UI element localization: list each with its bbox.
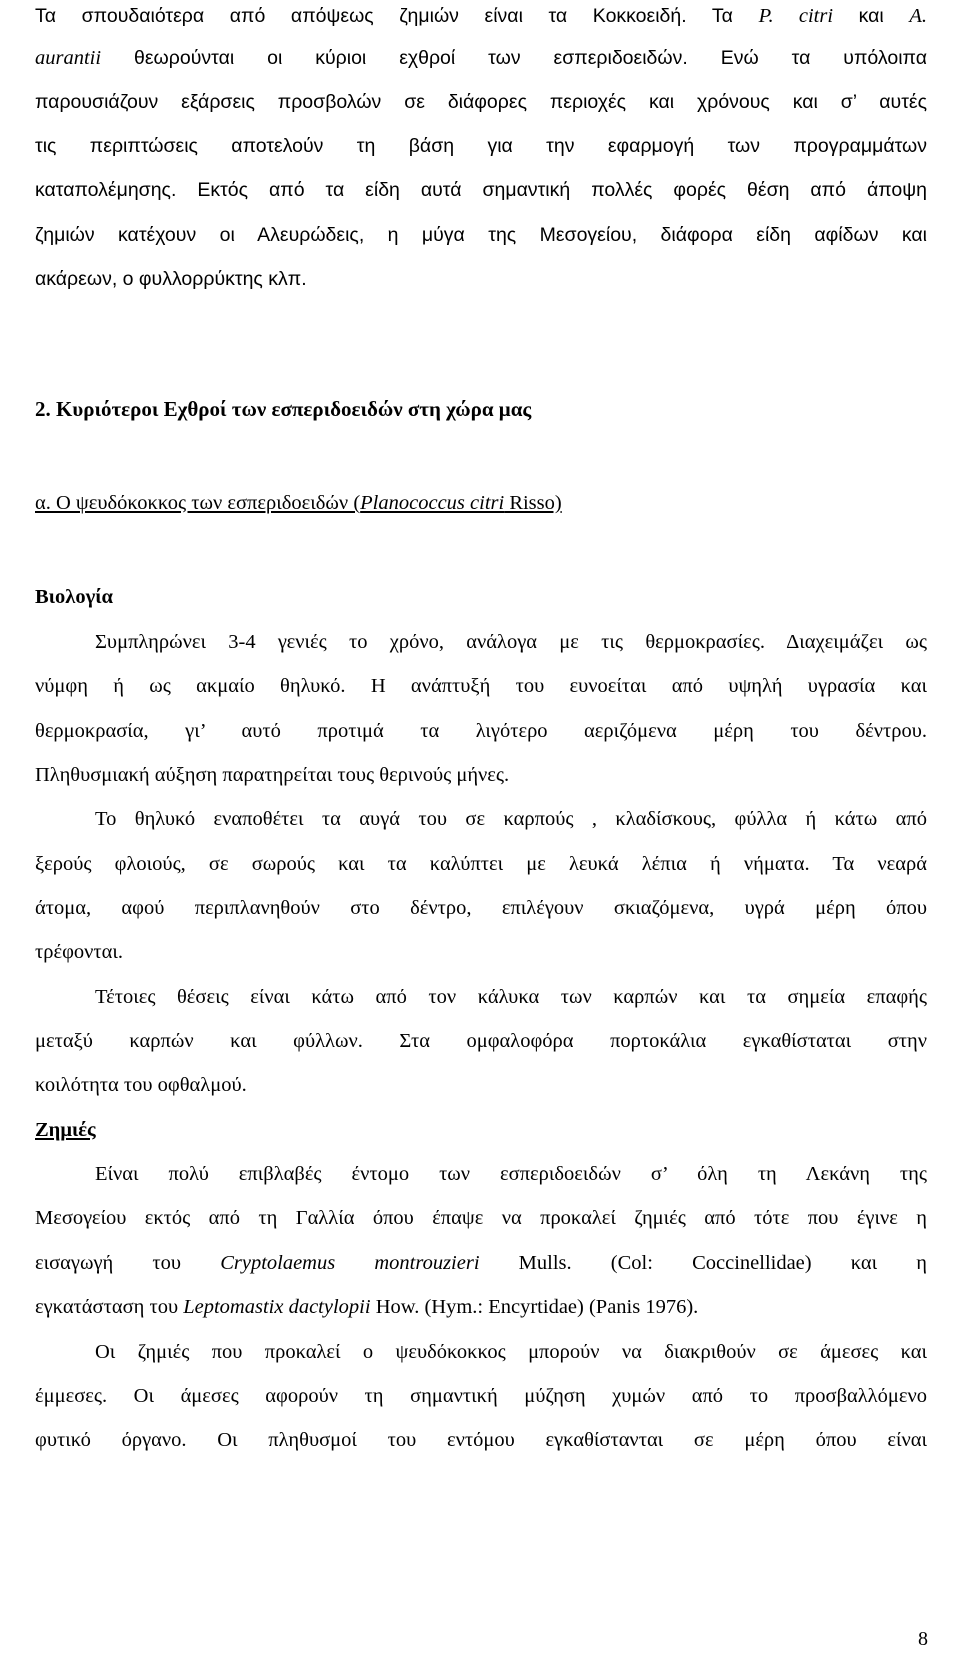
biology-line-5: Το θηλυκό εναποθέτει τα αυγά του σε καρπούς , κλαδίσκους, φύλλα ή κάτω από — [95, 808, 927, 830]
species-name: Leptomastix dactylopii — [183, 1296, 371, 1318]
text-span: και — [833, 5, 910, 27]
intro-line-5: καταπολέμησης. Εκτός από τα είδη αυτά σημαντική πολλές φορές θέση από άποψη — [35, 179, 927, 201]
species-name: Planococcus citri — [360, 492, 505, 514]
damage-line-2: Μεσογείου εκτός από τη Γαλλία όπου έπαψε να προκαλεί ζημιές από τότε που έγινε η — [35, 1207, 927, 1229]
page-number: 8 — [918, 1628, 928, 1650]
damage-line-3 — [35, 1250, 927, 1276]
text-span: εισαγωγή του — [35, 1252, 221, 1274]
biology-line-3: θερμοκρασία, γι’ αυτό προτιμά τα λιγότερο αεριζόμενα μέρη του δέντρου. — [35, 720, 927, 742]
text-span: α. Ο ψευδόκοκκος των εσπεριδοειδών ( — [35, 492, 361, 514]
intro-line-3: παρουσιάζουν εξάρσεις προσβολών σε διάφορες περιοχές και χρόνους και σ’ αυτές — [35, 91, 927, 113]
text-span: How. (Hym.: Encyrtidae) (Panis 1976). — [370, 1296, 699, 1318]
intro-line-2 — [35, 45, 927, 71]
damage-line-4 — [35, 1294, 927, 1320]
biology-line-4: Πληθυσμιακή αύξηση παρατηρείται τους θερινούς μήνες. — [35, 764, 510, 786]
biology-line-9: Τέτοιες θέσεις είναι κάτω από τον κάλυκα των καρπών και τα σημεία επαφής — [95, 986, 927, 1008]
biology-line-1: Συμπληρώνει 3-4 γενιές το χρόνο, ανάλογα με τις θερμοκρασίες. Διαχειμάζει ως — [95, 631, 927, 653]
biology-line-6: ξερούς φλοιούς, σε σωρούς και τα καλύπτει με λευκά λέπια ή νήματα. Τα νεαρά — [35, 853, 927, 875]
text-span: θεωρούνται οι κύριοι εχθροί των εσπεριδοειδών. Ενώ τα υπόλοιπα — [101, 47, 927, 69]
biology-line-10: μεταξύ καρπών και φύλλων. Στα ομφαλοφόρα πορτοκάλια εγκαθίσταται στην — [35, 1030, 927, 1052]
text-span: Τα σπουδαιότερα από απόψεως ζημιών είναι τα Κοκκοειδή. Τα — [35, 5, 759, 27]
section-heading: 2. Κυριότεροι Εχθροί των εσπεριδοειδών στη χώρα μας — [35, 397, 532, 421]
intro-line-7: ακάρεων, ο φυλλορρύκτης κλπ. — [35, 268, 307, 290]
damage-line-1: Είναι πολύ επιβλαβές έντομο των εσπεριδοειδών σ’ όλη τη Λεκάνη της — [95, 1163, 927, 1185]
species-name: Cryptolaemus montrouzieri — [220, 1252, 480, 1274]
intro-line-1 — [35, 3, 927, 29]
species-name: aurantii — [35, 47, 102, 69]
intro-line-4: τις περιπτώσεις αποτελούν τη βάση για την εφαρμογή των προγραμμάτων — [35, 135, 927, 157]
biology-line-11: κοιλότητα του οφθαλμού. — [35, 1074, 247, 1096]
species-name: P. citri — [758, 5, 834, 27]
biology-line-8: τρέφονται. — [35, 941, 124, 963]
species-name: A. — [909, 5, 928, 27]
biology-title: Βιολογία — [35, 586, 113, 608]
text-span: εγκατάσταση του — [35, 1296, 184, 1318]
damage-line-5: Οι ζημιές που προκαλεί ο ψευδόκοκκος μπορούν να διακριθούν σε άμεσες και — [95, 1341, 927, 1363]
text-span: Risso) — [504, 492, 562, 514]
text-span: Mulls. (Col: Coccinellidae) και η — [479, 1252, 928, 1274]
biology-line-7: άτομα, αφού περιπλανηθούν στο δέντρο, επιλέγουν σκιαζόμενα, υγρά μέρη όπου — [35, 897, 927, 919]
intro-line-6: ζημιών κατέχουν οι Αλευρώδεις, η μύγα της Μεσογείου, διάφορα είδη αφίδων και — [35, 224, 927, 246]
subheading — [35, 490, 927, 516]
biology-line-2: νύμφη ή ως ακμαίο θηλυκό. Η ανάπτυξή του ευνοείται από υψηλή υγρασία και — [35, 675, 927, 697]
damage-title: Ζημιές — [35, 1119, 96, 1141]
damage-line-6: έμμεσες. Οι άμεσες αφορούν τη σημαντική μύζηση χυμών από το προσβαλλόμενο — [35, 1385, 927, 1407]
damage-line-7: φυτικό όργανο. Οι πληθυσμοί του εντόμου εγκαθίστανται σε μέρη όπου είναι — [35, 1429, 927, 1451]
